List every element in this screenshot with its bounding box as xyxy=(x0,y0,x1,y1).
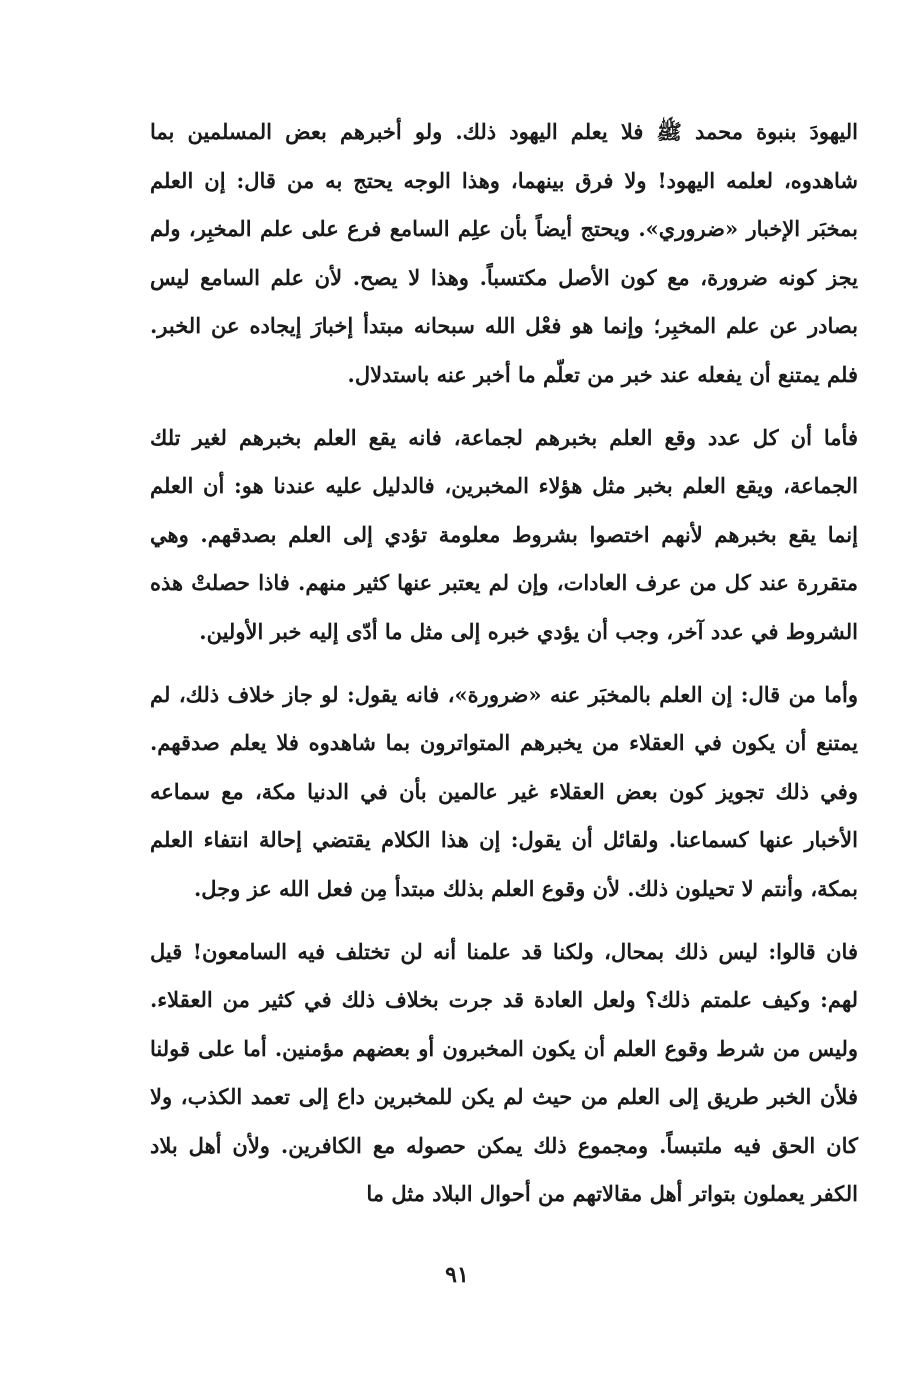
body-text xyxy=(150,108,858,1219)
paragraph-2: فأما أن كل عدد وقع العلم بخبرهم لجماعة، فانه يقع العلم بخبرهم لغير تلك الجماعة، ويقع العلم بخبر مثل هؤلاء المخبرين، فالدليل عليه عندنا هو: أن العلم إنما يقع بخبرهم لأنهم اختصوا بشروط معلومة تؤدي إلى العلم بصدقهم. وهي متقررة عند كل من عرف العادات، وإن لم يعتبر عنها كثير منهم. فاذا حصلتْ هذه الشروط في عدد آخر، وجب أن يؤدي خبره إلى مثل ما أدّى إليه خبر الأولين. xyxy=(150,424,858,644)
paragraph-4: فان قالوا: ليس ذلك بمحال، ولكنا قد علمنا أنه لن تختلف فيه السامعون! قيل لهم: وكيف علمتم ذلك؟ ولعل العادة قد جرت بخلاف ذلك في كثير من العقلاء. وليس من شرط وقوع العلم أن يكون المخبرون أو بعضهم مؤمنين. أما على قولنا فلأن الخبر طريق إلى العلم من حيث لم يكن للمخبرين داع إلى تعمد الكذب، ولا كان الحق فيه ملتبساً. ومجموع ذلك يمكن حصوله مع الكافرين. ولأن أهل بلاد الكفر يعملون بتواتر أهل مقالاتهم من أحوال البلاد مثل ما xyxy=(150,938,858,1207)
paragraph-3: وأما من قال: إن العلم بالمخبَر عنه «ضرورة»، فانه يقول: لو جاز خلاف ذلك، لم يمتنع أن يكون في العقلاء من يخبرهم المتواترون بما شاهدوه فلا يعلم صدقهم. وفي ذلك تجويز كون بعض العقلاء غير عالمين بأن في الدنيا مكة، مع سماعه الأخبار عنها كسماعنا. ولقائل أن يقول: إن هذا الكلام يقتضي إحالة انتفاء العلم بمكة، وأنتم لا تحيلون ذلك. لأن وقوع العلم بذلك مبتدأ مِن فعل الله عز وجل. xyxy=(150,681,858,901)
page-number: ٩١ xyxy=(445,1262,469,1288)
paragraph-1: اليهودَ بنبوة محمد ﷺ فلا يعلم اليهود ذلك. ولو أخبرهم بعض المسلمين بما شاهدوه، لعلمه اليهود! ولا فرق بينهما، وهذا الوجه يحتج به من قال: إن العلم بمخبَر الإخبار «ضروري». ويحتج أيضاً بأن علِم السامع فرع على علم المخبِر، ولم يجز كونه ضرورة، مع كون الأصل مكتسباً. وهذا لا يصح. لأن علم السامع ليس بصادر عن علم المخبِر؛ وإنما هو فعْل الله سبحانه مبتدأ إخبارَ إيجاده عن الخبر. فلم يمتنع أن يفعله عند خبر من تعلّم ما أخبر عنه باستدلال. xyxy=(150,119,858,387)
